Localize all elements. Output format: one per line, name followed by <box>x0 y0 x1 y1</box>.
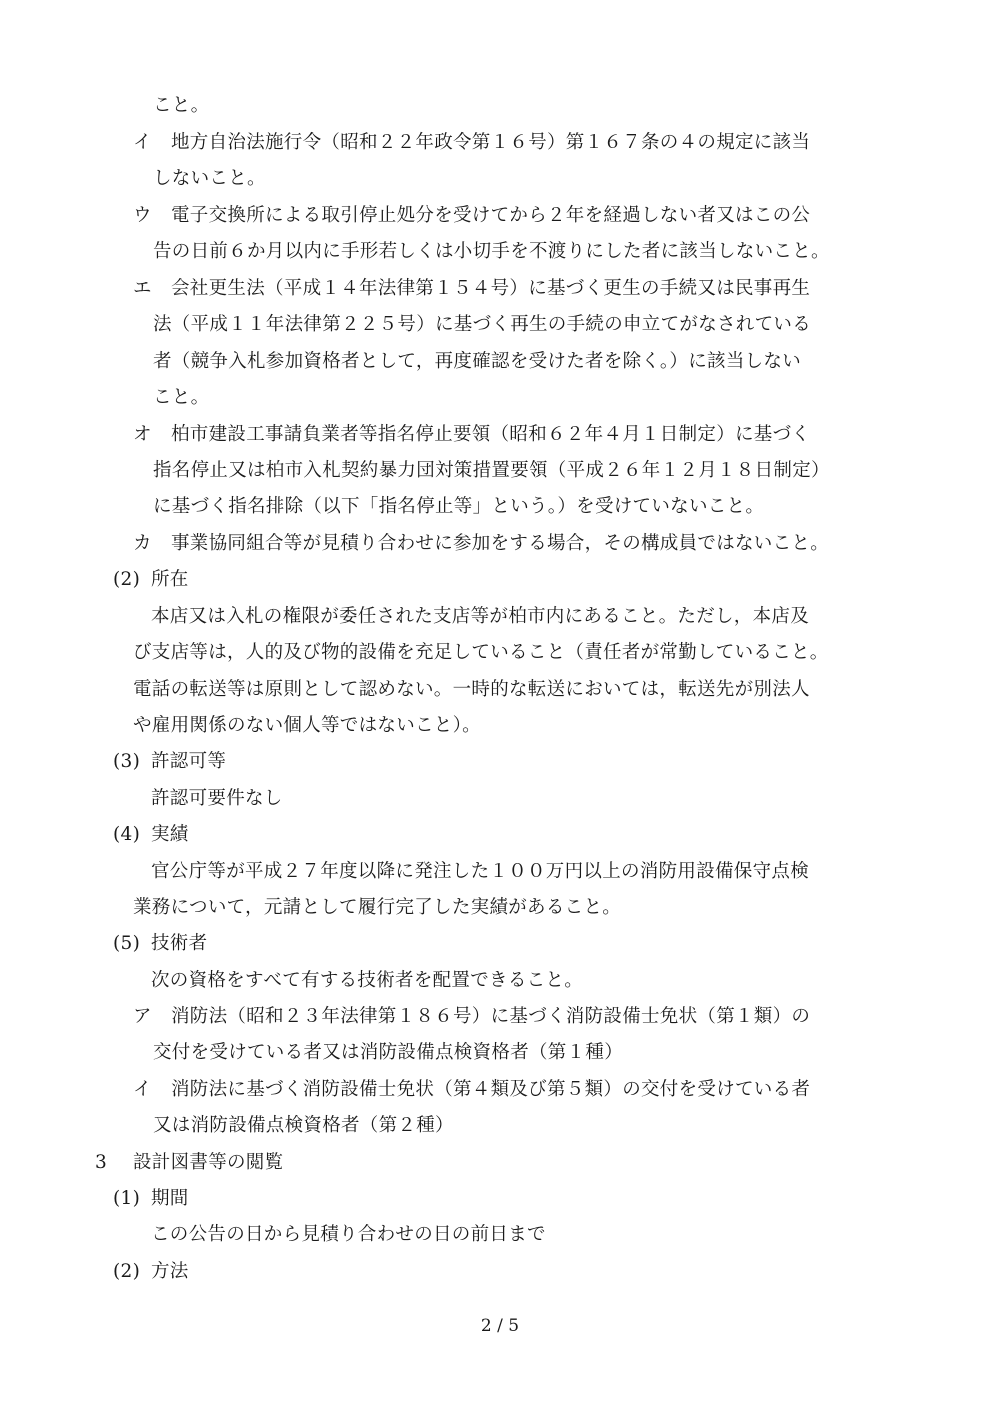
item-i2-line2: 又は消防設備点検資格者（第２種） <box>153 1115 454 1136</box>
item-o-line1: 柏市建設工事請負業者等指名停止要領（昭和６２年４月１日制定）に基づく <box>171 424 811 445</box>
item-i2-label: イ <box>133 1079 152 1100</box>
item-u-line1: 電子交換所による取引停止処分を受けてから２年を経過しない者又はこの公 <box>171 205 811 226</box>
item-continuation: こと。 <box>153 95 210 116</box>
item-i2 <box>133 1077 810 1103</box>
section-3-title: 許認可等 <box>151 751 227 772</box>
item-a-line1: 消防法（昭和２３年法律第１８６号）に基づく消防設備士免状（第１類）の <box>171 1006 811 1027</box>
item-o <box>133 422 810 448</box>
item-a <box>133 1004 810 1030</box>
item-ka-label: カ <box>133 533 152 554</box>
item-e-line3: 者（競争入札参加資格者として，再度確認を受けた者を除く。）に該当しない <box>153 351 802 372</box>
item-o-line2: 指名停止又は柏市入札契約暴力団対策措置要領（平成２６年１２月１８日制定） <box>153 460 830 481</box>
item-ka-line1: 事業協同組合等が見積り合わせに参加をする場合，その構成員ではないこと。 <box>171 533 830 554</box>
section-3-heading <box>113 749 226 775</box>
chapter-3-sub2-heading <box>113 1259 189 1285</box>
item-i-line1: 地方自治法施行令（昭和２２年政令第１６号）第１６７条の４の規定に該当 <box>171 132 811 153</box>
chapter-3-sub1-heading <box>113 1186 189 1212</box>
item-e-line4: こと。 <box>153 387 210 408</box>
item-e-line1: 会社更生法（平成１４年法律第１５４号）に基づく更生の手続又は民事再生 <box>171 278 811 299</box>
section-2-line4: や雇用関係のない個人等ではないこと）。 <box>133 715 481 736</box>
section-3-line1: 許認可要件なし <box>151 788 283 809</box>
section-3-number: (3) <box>113 751 141 772</box>
item-o-line3: に基づく指名排除（以下「指名停止等」という。）を受けていないこと。 <box>153 496 765 517</box>
section-5-number: (5) <box>113 933 141 954</box>
item-u-line2: 告の日前６か月以内に手形若しくは小切手を不渡りにした者に該当しないこと。 <box>153 241 830 262</box>
item-e-line2: 法（平成１１年法律第２２５号）に基づく再生の手続の申立てがなされている <box>153 314 812 335</box>
section-2-heading <box>113 567 189 593</box>
item-o-label: オ <box>133 424 152 445</box>
item-e-label: エ <box>133 278 152 299</box>
item-u <box>133 203 810 229</box>
section-5-title: 技術者 <box>151 933 208 954</box>
item-ka <box>133 531 829 557</box>
chapter-3-sub1-title: 期間 <box>151 1188 189 1209</box>
section-5-line1: 次の資格をすべて有する技術者を配置できること。 <box>151 970 584 991</box>
item-a-line2: 交付を受けている者又は消防設備点検資格者（第１種） <box>153 1042 624 1063</box>
chapter-3-number: 3 <box>95 1152 108 1173</box>
item-u-label: ウ <box>133 205 152 226</box>
section-4-heading <box>113 822 189 848</box>
chapter-3-sub2-number: (2) <box>113 1261 141 1282</box>
item-e <box>133 276 810 302</box>
section-2-line2: び支店等は，人的及び物的設備を充足していること（責任者が常勤していること。 <box>133 642 829 663</box>
section-2-line1: 本店又は入札の権限が委任された支店等が柏市内にあること。ただし，本店及 <box>151 606 810 627</box>
section-4-line2: 業務について，元請として履行完了した実績があること。 <box>133 897 622 918</box>
chapter-3-heading <box>95 1150 283 1176</box>
chapter-3-sub2-title: 方法 <box>151 1261 189 1282</box>
item-i2-line1: 消防法に基づく消防設備士免状（第４類及び第５類）の交付を受けている者 <box>171 1079 811 1100</box>
section-4-line1: 官公庁等が平成２７年度以降に発注した１００万円以上の消防用設備保守点検 <box>151 861 810 882</box>
section-2-title: 所在 <box>151 569 189 590</box>
item-i-label: イ <box>133 132 152 153</box>
section-4-number: (4) <box>113 824 141 845</box>
item-a-label: ア <box>133 1006 152 1027</box>
chapter-3-title: 設計図書等の閲覧 <box>133 1152 284 1173</box>
section-2-line3: 電話の転送等は原則として認めない。一時的な転送においては，転送先が別法人 <box>133 679 810 700</box>
section-4-title: 実績 <box>151 824 189 845</box>
page-number: 2 / 5 <box>480 1316 520 1336</box>
section-5-heading <box>113 931 207 957</box>
chapter-3-sub1-line1: この公告の日から見積り合わせの日の前日まで <box>151 1224 546 1245</box>
chapter-3-sub1-number: (1) <box>113 1188 141 1209</box>
section-2-number: (2) <box>113 569 141 590</box>
item-i <box>133 130 810 156</box>
item-i-line2: しないこと。 <box>153 168 266 189</box>
